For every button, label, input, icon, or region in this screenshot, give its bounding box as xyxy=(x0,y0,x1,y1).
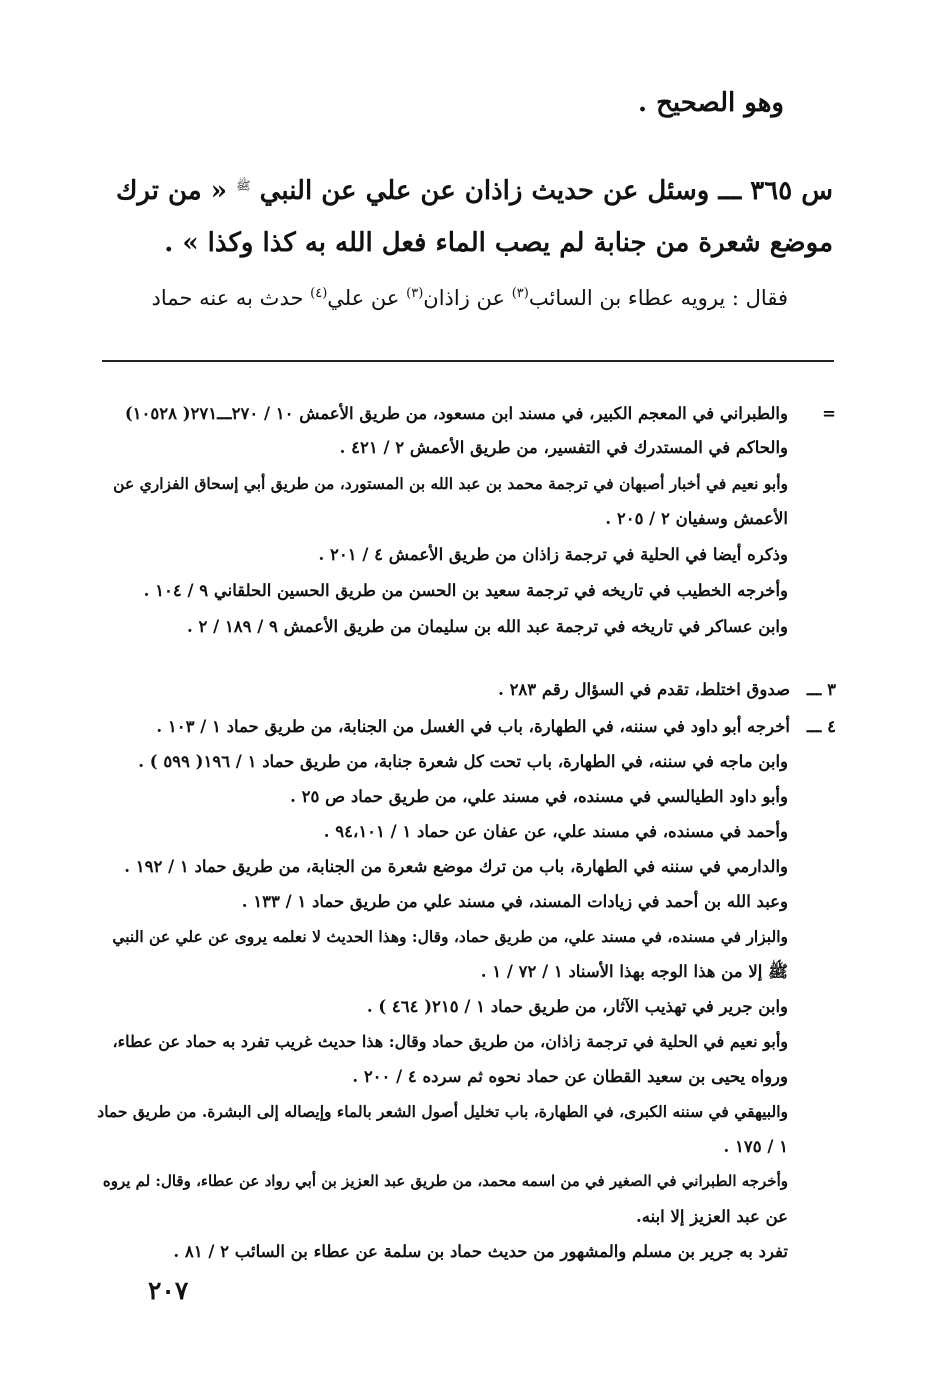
footnote-4-line: وابن ماجه في سننه، في الطهارة، باب تحت كل شعرة جنابة، من طريق حماد ١ / ١٩٦( ٥٩٩ ) . xyxy=(138,752,788,771)
footnote-4-line: والبيهقي في سننه الكبرى، في الطهارة، باب تخليل أصول الشعر بالماء وإيصاله إلى البشرة. من طريق حماد xyxy=(97,1102,788,1121)
page-number: ٢٠٧ xyxy=(148,1276,189,1305)
footnote-continued-line: وابن عساكر في تاريخه في ترجمة عبد الله بن سليمان من طريق الأعمش ٩ / ١٨٩ / ٢ . xyxy=(187,617,788,636)
footnote-ref-4: (٤) xyxy=(310,286,328,301)
footnote-4-line: والدارمي في سننه في الطهارة، باب من ترك موضع شعرة من الجنابة، من طريق حماد ١ / ١٩٢ . xyxy=(124,857,788,876)
footnote-4-line: تفرد به جرير بن مسلم والمشهور من حديث حماد بن سلمة عن عطاء بن السائب ٢ / ٨١ . xyxy=(173,1242,788,1261)
footnote-ref-3b: (٣) xyxy=(406,286,424,301)
question-dash: ـــ xyxy=(718,176,742,206)
footnote-continued-line: وذكره أيضا في الحلية في ترجمة زاذان من طريق الأعمش ٤ / ٢٠١ . xyxy=(318,545,788,564)
question-label: س xyxy=(801,176,833,206)
footnote-continued-line: الأعمش وسفيان ٢ / ٢٠٥ . xyxy=(605,509,788,528)
footnote-continued-line: وأخرجه الخطيب في تاريخه في ترجمة سعيد بن الحسن من طريق الحسين الحلقاني ٩ / ١٠٤ . xyxy=(143,581,788,600)
footnote-4-line: وأبو نعيم في الحلية في ترجمة زاذان، من طريق حماد وقال: هذا حديث غريب تفرد به حماد عن عطاء، xyxy=(112,1032,788,1051)
footnote-3-text: صدوق اختلط، تقدم في السؤال رقم ٢٨٣ . xyxy=(498,680,790,699)
footnote-continued-line: والحاكم في المستدرك في التفسير، من طريق الأعمش ٢ / ٤٢١ . xyxy=(339,438,788,457)
footnote-4-line: ورواه يحيى بن سعيد القطان عن حماد نحوه ثم سرده ٤ / ٢٠٠ . xyxy=(352,1067,788,1086)
footnote-4-line: وابن جرير في تهذيب الآثار، من طريق حماد ١ / ٢١٥( ٤٦٤ ) . xyxy=(366,997,788,1016)
footnote-4-line: والبزار في مسنده، في مسند علي، من طريق حماد، وقال: وهذا الحديث لا نعلمه يروى عن علي عن النبي xyxy=(112,927,788,946)
question-line-2: موضع شعرة من جنابة لم يصب الماء فعل الله به كذا وكذا » . xyxy=(164,228,833,258)
footnote-4-marker: ٤ ـــ xyxy=(806,717,836,736)
footnote-ref-3a: (٣) xyxy=(511,286,529,301)
footnote-separator xyxy=(102,360,834,362)
answer-part-3: عن علي xyxy=(327,286,407,310)
question-number: ٣٦٥ xyxy=(750,176,793,206)
footnote-4-line: وأخرجه الطبراني في الصغير في من اسمه محمد، من طريق عبد العزيز بن أبي رواد عن عطاء، وقال: لم يروه xyxy=(102,1172,788,1190)
footnote-4-line: وعبد الله بن أحمد في زيادات المسند، في مسند علي من طريق حماد ١ / ١٣٣ . xyxy=(241,892,788,911)
footnote-4-line: أخرجه أبو داود في سننه، في الطهارة، باب في الغسل من الجنابة، من طريق حماد ١ / ١٠٣ . xyxy=(156,717,790,736)
continued-marker: = xyxy=(822,404,836,423)
answer-line xyxy=(152,286,788,310)
footnote-4-line: عن عبد العزيز إلا ابنه. xyxy=(636,1207,788,1226)
closing-line: وهو الصحيح . xyxy=(638,88,784,118)
footnote-4-line: ﷺ إلا من هذا الوجه بهذا الأسناد ١ / ٧٢ / ١ . xyxy=(480,962,788,981)
footnote-4-line: وأحمد في مسنده، في مسند علي، عن عفان عن حماد ١ / ٩٤،١٠١ . xyxy=(323,822,788,841)
question-text: وسئل عن حديث زاذان عن علي عن النبي xyxy=(259,176,710,206)
salawat-glyph: ﷺ xyxy=(236,178,251,193)
question-line-1 xyxy=(116,176,833,206)
answer-part-2: عن زاذان xyxy=(423,286,512,310)
footnote-3-marker: ٣ ـــ xyxy=(806,680,836,699)
question-quote-start: « من ترك xyxy=(115,176,228,206)
footnote-4-line: ١ / ١٧٥ . xyxy=(723,1137,788,1156)
answer-part-1: فقال : يرويه عطاء بن السائب xyxy=(528,286,788,310)
footnote-4-line: وأبو داود الطيالسي في مسنده، في مسند علي، من طريق حماد ص ٢٥ . xyxy=(290,787,788,806)
footnote-continued-line: وأبو نعيم في أخبار أصبهان في ترجمة محمد بن عبد الله بن المستورد، من طريق أبي إسحاق الفزاري عن xyxy=(113,474,788,493)
answer-part-4: حدث به عنه حماد xyxy=(151,286,311,310)
footnote-continued-line: والطبراني في المعجم الكبير، في مسند ابن مسعود، من طريق الأعمش ١٠ / ٢٧٠ـــ٢٧١( ١٠٥٢٨) xyxy=(124,404,788,423)
